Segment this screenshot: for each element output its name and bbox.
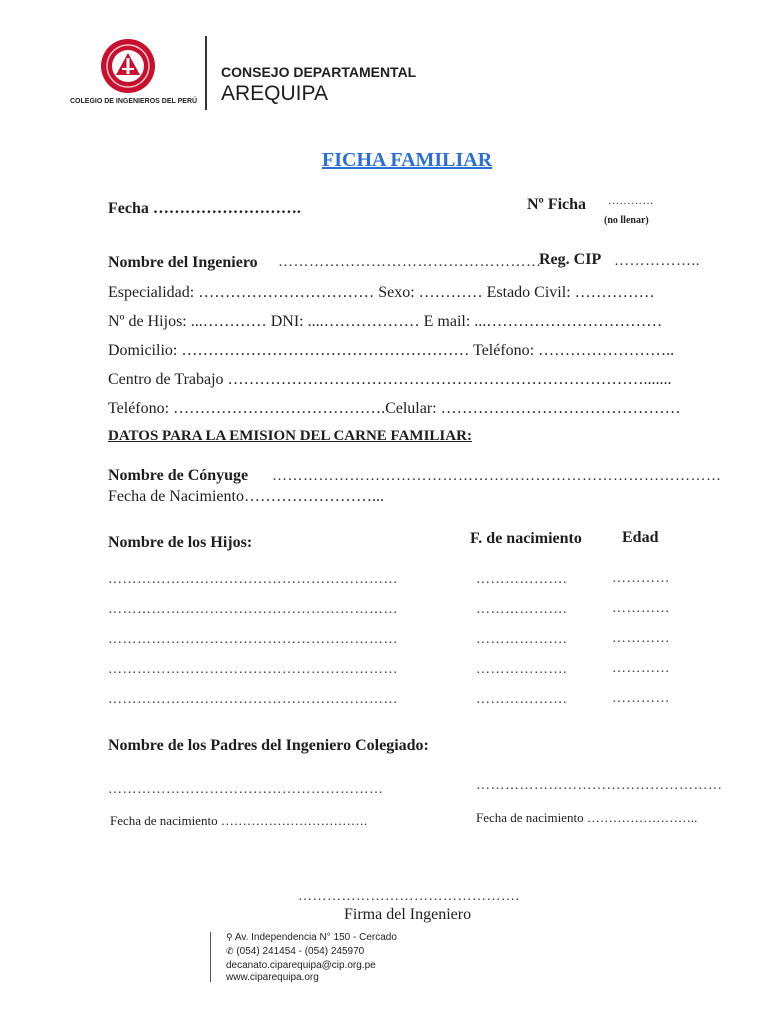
- section-carne-title: DATOS PARA LA EMISION DEL CARNE FAMILIAR:: [108, 428, 472, 444]
- footer-phone: (054) 241454 - (054) 245970: [236, 946, 365, 957]
- padre-nacimiento-left: Fecha de nacimiento …………………………….: [110, 813, 368, 828]
- hijo-row-age: …………: [612, 631, 670, 646]
- especialidad-line: Especialidad: …………………………… Sexo: ………… Estado Civil: ……………: [108, 284, 655, 301]
- no-llenar-note: (no llenar): [604, 215, 649, 226]
- footer-phone-row: [226, 946, 364, 957]
- padre-name-dots-right: ……………………………………………: [476, 778, 723, 793]
- hijo-row-date: ……………….: [476, 662, 567, 677]
- hijo-row-name: ……………………………………………………: [108, 662, 398, 677]
- footer-web: www.ciparequipa.org: [226, 972, 319, 983]
- phone-icon: ✆: [226, 946, 234, 956]
- firma-label: Firma del Ingeniero: [344, 906, 472, 923]
- hijos-col-nombre: Nombre de los Hijos:: [108, 534, 253, 551]
- footer-address-row: [226, 932, 397, 943]
- firma-dots: ……………………………………….: [298, 889, 520, 904]
- fecha-field: Fecha ……………………….: [108, 200, 301, 217]
- reg-cip-dots: ……………..: [614, 253, 700, 269]
- cip-logo: [100, 38, 156, 94]
- page-title: FICHA FAMILIAR: [322, 149, 493, 171]
- nombre-ingeniero-dots: ……………………………………………: [278, 254, 542, 270]
- hijo-row-name: ……………………………………………………: [108, 602, 398, 617]
- padre-nacimiento-right: Fecha de nacimiento ……………………..: [476, 810, 698, 825]
- hijo-row-date: ……………….: [476, 692, 567, 707]
- nombre-ingeniero-label: Nombre del Ingeniero: [108, 254, 258, 271]
- hijo-row-age: …………: [612, 661, 670, 676]
- nro-ficha-dots: …………: [608, 195, 654, 207]
- reg-cip-label: Reg. CIP: [539, 251, 602, 268]
- header-divider: [205, 36, 207, 110]
- hijo-row-name: ……………………………………………………: [108, 572, 398, 587]
- hijos-col-fecha: F. de nacimiento: [470, 530, 582, 547]
- location-pin-icon: ⚲: [226, 932, 233, 942]
- domicilio-line: Domicilio: ……………………………………………… Teléfono: ……………………..: [108, 342, 675, 359]
- hijo-row-name: ……………………………………………………: [108, 692, 398, 707]
- footer-divider: [210, 932, 211, 982]
- conyuge-nacimiento: Fecha de Nacimiento……………………...: [108, 488, 384, 505]
- hijo-row-age: …………: [612, 691, 670, 706]
- padre-name-dots-left: …………………………………………………: [108, 782, 384, 797]
- padres-label: Nombre de los Padres del Ingeniero Colegiado:: [108, 737, 429, 754]
- footer-email: decanato.ciparequipa@cip.org.pe: [226, 960, 376, 971]
- nro-ficha-label: Nº Ficha: [527, 196, 587, 213]
- hijos-dni-email-line: Nº de Hijos: ...………… DNI: ....……………… E mail: ...……………………………: [108, 313, 663, 330]
- logo-caption: COLEGIO DE INGENIEROS DEL PERÚ: [70, 98, 198, 105]
- hijo-row-age: …………: [612, 601, 670, 616]
- hijo-row-age: …………: [612, 571, 670, 586]
- footer-address: Av. Independencia N° 150 - Cercado: [234, 932, 397, 943]
- hijo-row-date: ……………….: [476, 632, 567, 647]
- hijo-row-name: ……………………………………………………: [108, 632, 398, 647]
- hijo-row-date: ……………….: [476, 602, 567, 617]
- council-name: CONSEJO DEPARTAMENTAL: [221, 64, 417, 80]
- hijo-row-date: ……………….: [476, 572, 567, 587]
- centro-trabajo-line: Centro de Trabajo …………………………………………………………………….......: [108, 371, 672, 388]
- telefono-celular-line: Teléfono: ………………………………….Celular: ………………………………………: [108, 400, 681, 417]
- city-name: AREQUIPA: [221, 82, 328, 105]
- conyuge-dots: ……………………………………………………………………………: [272, 468, 722, 484]
- hijos-col-edad: Edad: [622, 529, 659, 546]
- conyuge-label: Nombre de Cónyuge: [108, 467, 249, 484]
